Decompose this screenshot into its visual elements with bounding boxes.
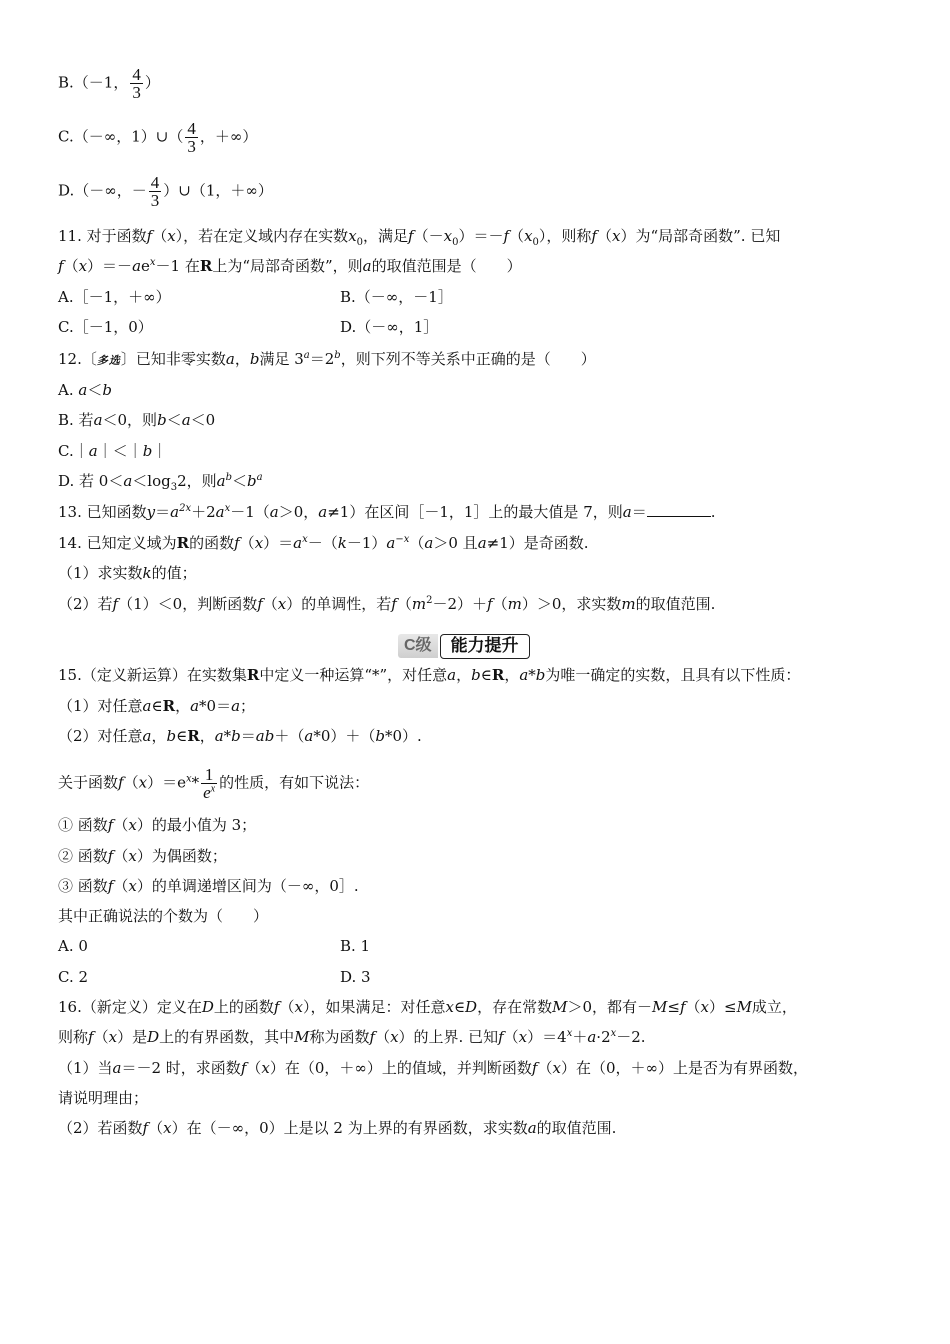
- q10-option-d: D.（－∞，－ $\frac{4}{3}$ ）∪（1，＋∞）: [58, 173, 273, 210]
- q15-question: 其中正确说法的个数为（ ）: [58, 907, 269, 925]
- fraction: $\frac{4}{3}$: [132, 65, 141, 102]
- q11-stem-line2: $f(x)=-ae^x-1$ 在R上为“局部奇函数”，则a的取值范围是（ ）: [58, 257, 522, 275]
- q11-option-b: B.（－∞，－1］: [340, 288, 453, 306]
- q16-sub2: （2）若函数f（x）在（－∞，0）上是以 2 为上界的有界函数，求实数a的取值范围.: [58, 1119, 617, 1137]
- q11-option-d: D.（－∞，1］: [340, 318, 439, 336]
- q15-option-a: A. 0: [58, 937, 88, 955]
- q15-stem: 15.（定义新运算）在实数集R中定义一种运算“*”，对任意a，b∈R，a*b为唯一确定的实数，且具有以下性质：: [58, 666, 801, 684]
- q13-stem: 13. 已知函数$y=a^{2x}+2a^x-1(a>0$，a≠1）在区间［－1，1］上的最大值是 7，则a＝ .: [58, 503, 716, 521]
- q10-option-c: C.（－∞，1）∪（ $\frac{4}{3}$ ，＋∞）: [58, 119, 258, 156]
- q16-sub1-line2: 请说明理由；: [58, 1089, 149, 1107]
- q15-property1: （1）对任意a∈R，a*0＝a；: [58, 697, 256, 715]
- q15-option-d: D. 3: [340, 968, 371, 986]
- section-banner: [398, 633, 550, 659]
- answer-blank[interactable]: [647, 502, 711, 517]
- q12-option-b: B. 若a＜0，则b＜a＜0: [58, 411, 216, 429]
- q15-property2: （2）对任意a，b∈R，a*b＝ab＋（a*0）＋（b*0）.: [58, 727, 422, 745]
- q16-stem-line1: 16.（新定义）定义在D上的函数f（x），如果满足：对任意x∈D，存在常数M＞0，都有－M≤f（x）≤M成立，: [58, 998, 797, 1016]
- q16-sub1-line1: （1）当a＝－2 时，求函数f（x）在（0，＋∞）上的值域，并判断函数f（x）在（0，＋∞）上是否为有界函数，: [58, 1059, 808, 1077]
- q11-option-c: C.［－1，0）: [58, 318, 153, 336]
- q12-option-c: C.｜a｜＜｜b｜: [58, 442, 168, 460]
- q15-statement1: ① 函数f（x）的最小值为 3；: [58, 816, 257, 834]
- q14-sub1: （1）求实数k的值；: [58, 564, 197, 582]
- q12-option-d: D. 若 $0<a<\log_32$，则$a^b<b^a$: [58, 472, 263, 493]
- fraction: $\frac{4}{3}$: [187, 119, 196, 156]
- q15-option-c: C. 2: [58, 968, 89, 986]
- section-title: 能力提升: [440, 634, 530, 659]
- fraction: $\frac{4}{3}$: [150, 173, 160, 210]
- section-level: C级: [398, 634, 438, 658]
- q14-stem: 14. 已知定义域为R的函数$f(x)=a^x-(k-1)a^{-x}(a>0$ 且a≠1）是奇函数.: [58, 534, 589, 552]
- q11-option-a: A.［－1，＋∞）: [58, 288, 171, 306]
- q15-option-b: B. 1: [340, 937, 371, 955]
- q11-stem-line1: 11. 对于函数f（x），若在定义域内存在实数$x_0$，满足$f(-x_0)=-f(x_0)$，则称f（x）为“局部奇函数”. 已知: [58, 227, 781, 248]
- q12-option-a: A. a＜b: [58, 381, 112, 399]
- q10-option-b: B.（－1， $\frac{4}{3}$ ）: [58, 65, 160, 102]
- q15-function: 关于函数$f(x)=e^x*$ $\frac{1}{e^x}$ 的性质，有如下说法：: [58, 765, 370, 802]
- q12-stem: 12.〔多选〕已知非零实数a，b满足 $3^a=2^b$，则下列不等关系中正确的是（ ）: [58, 350, 596, 368]
- q16-stem-line2: 则称f（x）是D上的有界函数，其中M称为函数f（x）的上界. 已知$f(x)=4^x+a\cdot 2^x-2$.: [58, 1028, 646, 1046]
- q14-sub2: （2）若f（1）＜0，判断函数f（x）的单调性，若$f(m^2-2)+f(m)>0$，求实数m的取值范围.: [58, 595, 716, 613]
- multi-select-tag: 多选: [96, 354, 121, 367]
- q15-statement2: ② 函数f（x）为偶函数；: [58, 847, 227, 865]
- q15-statement3: ③ 函数f（x）的单调递增区间为（－∞，0］.: [58, 877, 359, 895]
- fraction: $\frac{1}{e^x}$: [203, 765, 216, 802]
